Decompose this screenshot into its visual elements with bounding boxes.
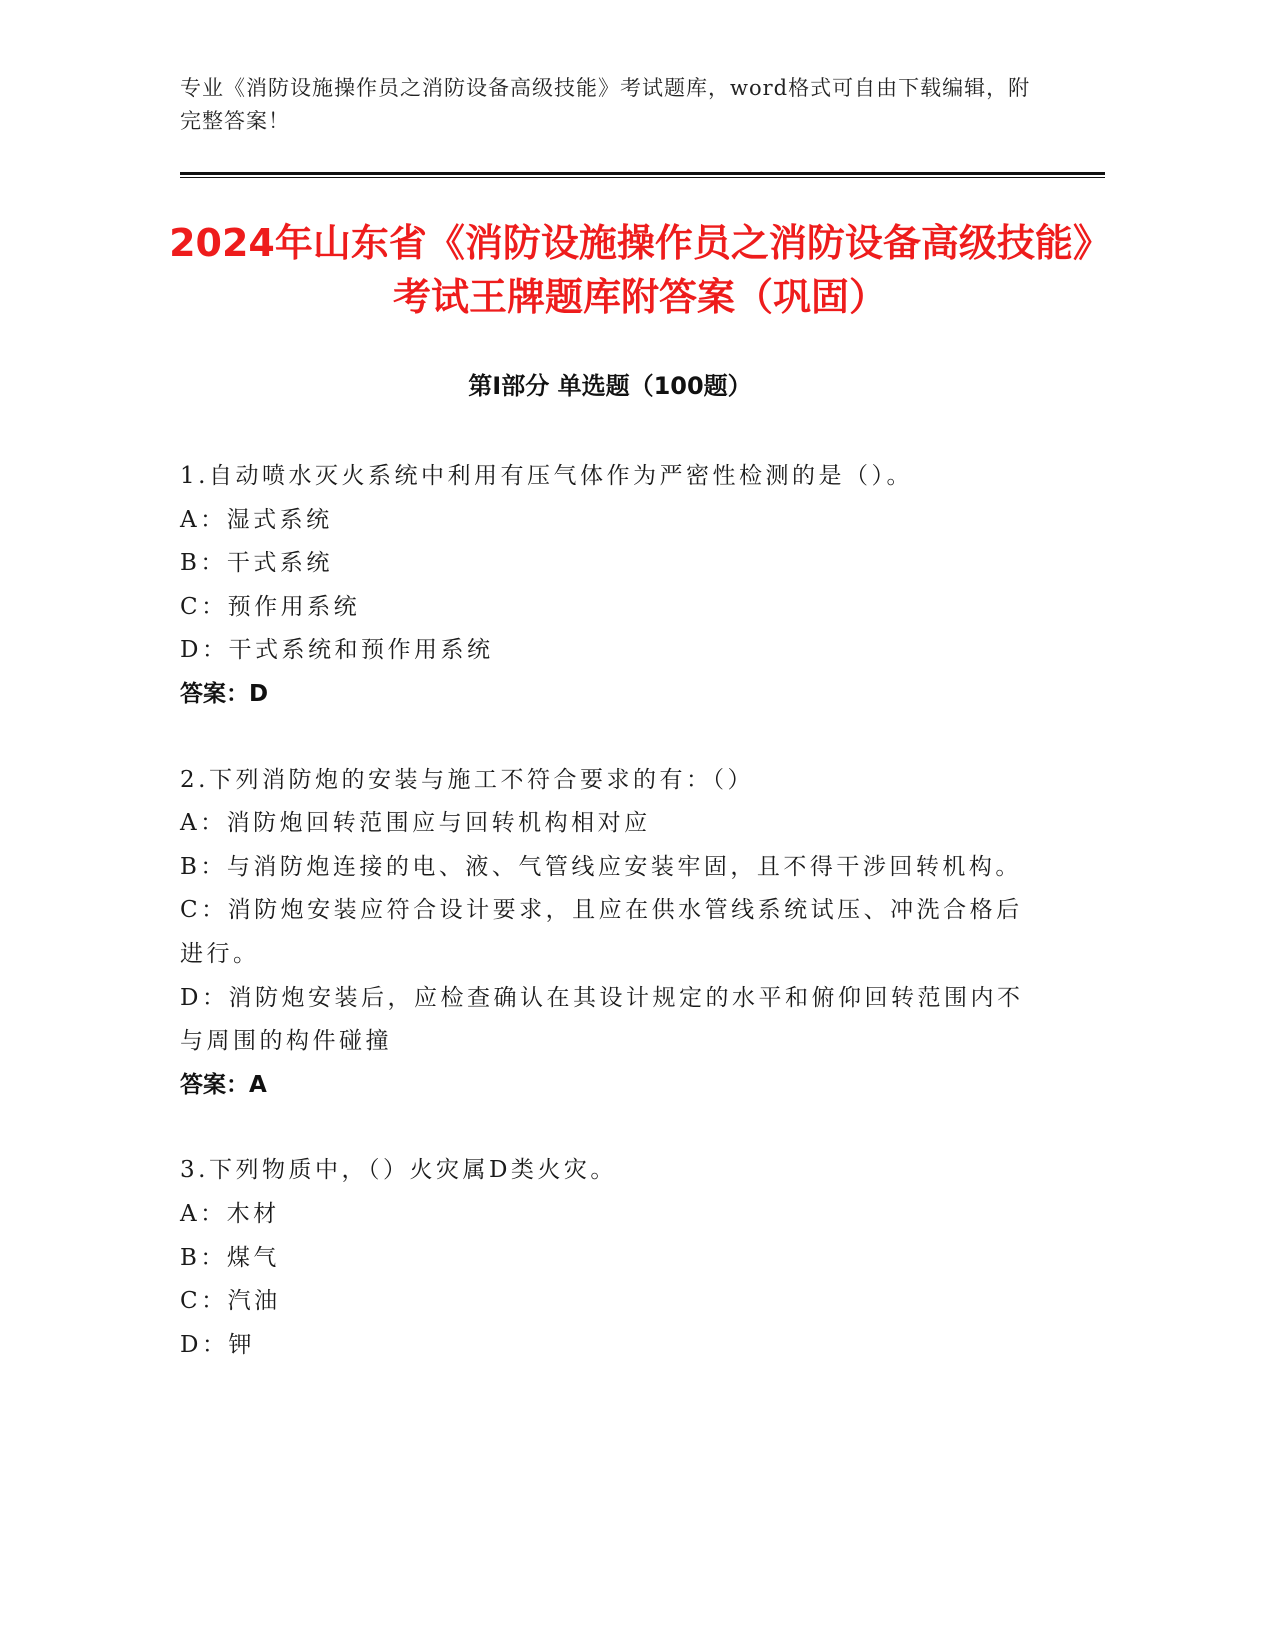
header-divider <box>180 172 1105 175</box>
option-a: A：消防炮回转范围应与回转机构相对应 <box>180 810 651 837</box>
option-c: C：汽油 <box>180 1288 281 1315</box>
option-a: A：木材 <box>180 1200 280 1227</box>
option-b: B：煤气 <box>180 1244 280 1271</box>
question-2 <box>180 759 1040 1108</box>
question-1 <box>180 455 1040 717</box>
option-c: C：预作用系统 <box>180 593 361 620</box>
document-title: 2024年山东省《消防设施操作员之消防设备高级技能》考试王牌题库附答案（巩固） <box>169 221 1111 319</box>
section-title: 第I部分 单选题（100题） <box>468 372 752 400</box>
question-text: 3.下列物质中，（）火灾属D类火灾。 <box>180 1157 617 1184</box>
option-b: B：干式系统 <box>180 550 333 577</box>
option-b: B：与消防炮连接的电、液、气管线应安装牢固，且不得干涉回转机构。 <box>180 853 1022 880</box>
question-3 <box>180 1149 1040 1367</box>
option-d: D：钾 <box>180 1331 255 1358</box>
option-c: C：消防炮安装应符合设计要求，且应在供水管线系统试压、冲洗合格后进行。 <box>180 897 1023 967</box>
question-text: 2.下列消防炮的安装与施工不符合要求的有：（） <box>180 766 754 793</box>
answer: 答案：D <box>180 680 269 707</box>
header-divider-thin <box>180 177 1105 178</box>
option-a: A：湿式系统 <box>180 506 333 533</box>
question-list <box>180 455 1040 1409</box>
question-text: 1.自动喷水灭火系统中利用有压气体作为严密性检测的是（）。 <box>180 463 913 489</box>
header-note: 专业《消防设施操作员之消防设备高级技能》考试题库，word格式可自由下载编辑，附完整答案！ <box>180 76 1031 133</box>
option-d: D：消防炮安装后，应检查确认在其设计规定的水平和俯仰回转范围内不与周围的构件碰撞 <box>180 984 1024 1055</box>
answer: 答案：A <box>180 1071 267 1098</box>
option-d: D：干式系统和预作用系统 <box>180 637 494 664</box>
